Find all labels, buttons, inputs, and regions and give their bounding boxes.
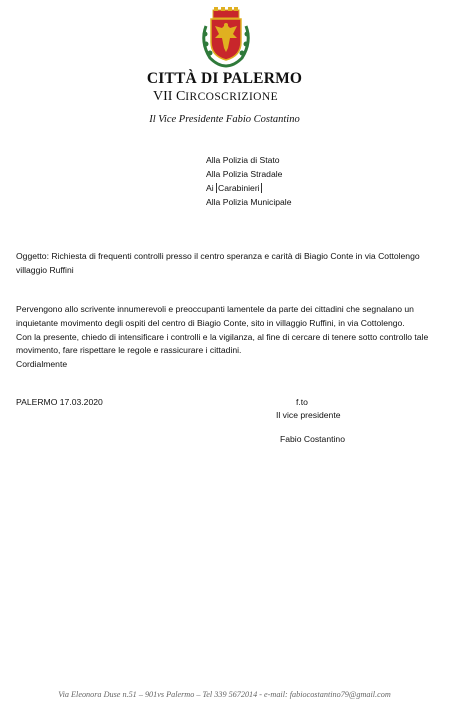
letter-body — [16, 303, 441, 372]
place-date: PALERMO 17.03.2020 — [16, 397, 103, 407]
recipient-line: Alla Polizia Municipale — [206, 197, 292, 207]
subject-line: Oggetto: Richiesta di frequenti controlli presso il centro speranza e carità di Biagio Conte in via Cottolengo villaggio Ruffini — [16, 251, 420, 275]
district-subtitle — [153, 89, 278, 105]
closing-salutation: Cordialmente — [16, 359, 68, 370]
body-paragraph: Pervengono allo scrivente innumerevoli e preoccupanti lamentele da parte dei cittadini che segnalano un inquietante movimento degli ospiti del centro di Biagio Conte, sito in villaggio Ruffini, in via Cottolengo. — [16, 304, 414, 328]
recipient-name-selected: Carabinieri — [218, 183, 260, 193]
palermo-coat-of-arms-icon — [198, 6, 254, 68]
signer-role: Il vice presidente — [276, 410, 341, 420]
district-word: IRCOSCRIZIONE — [185, 91, 279, 103]
vice-president-line: Il Vice Presidente Fabio Costantino — [149, 114, 300, 125]
recipient-line: Alla Polizia Stradale — [206, 169, 283, 179]
district-initial: C — [175, 89, 186, 104]
district-number: VII — [153, 89, 176, 104]
footer-contact: Via Eleonora Duse n.51 – 901vs Palermo – Tel 339 5672014 - e-mail: fabiocostantino79@gmail.com — [58, 690, 391, 699]
recipient-prefix: Ai — [206, 183, 217, 193]
recipients-block — [206, 153, 292, 209]
body-paragraph: Con la presente, chiedo di intensificare i controlli e la vigilanza, al fine di cercare di tenere sotto controllo tale movimento, fare rispettare le regole e rassicurare i cittadini. — [16, 331, 429, 356]
recipient-line: Alla Polizia di Stato — [206, 155, 280, 165]
signer-name: Fabio Costantino — [280, 434, 345, 444]
city-name-heading: CITTÀ DI PALERMO — [146, 70, 303, 87]
recipient-line — [206, 181, 292, 195]
signed-mark: f.to — [296, 397, 308, 407]
